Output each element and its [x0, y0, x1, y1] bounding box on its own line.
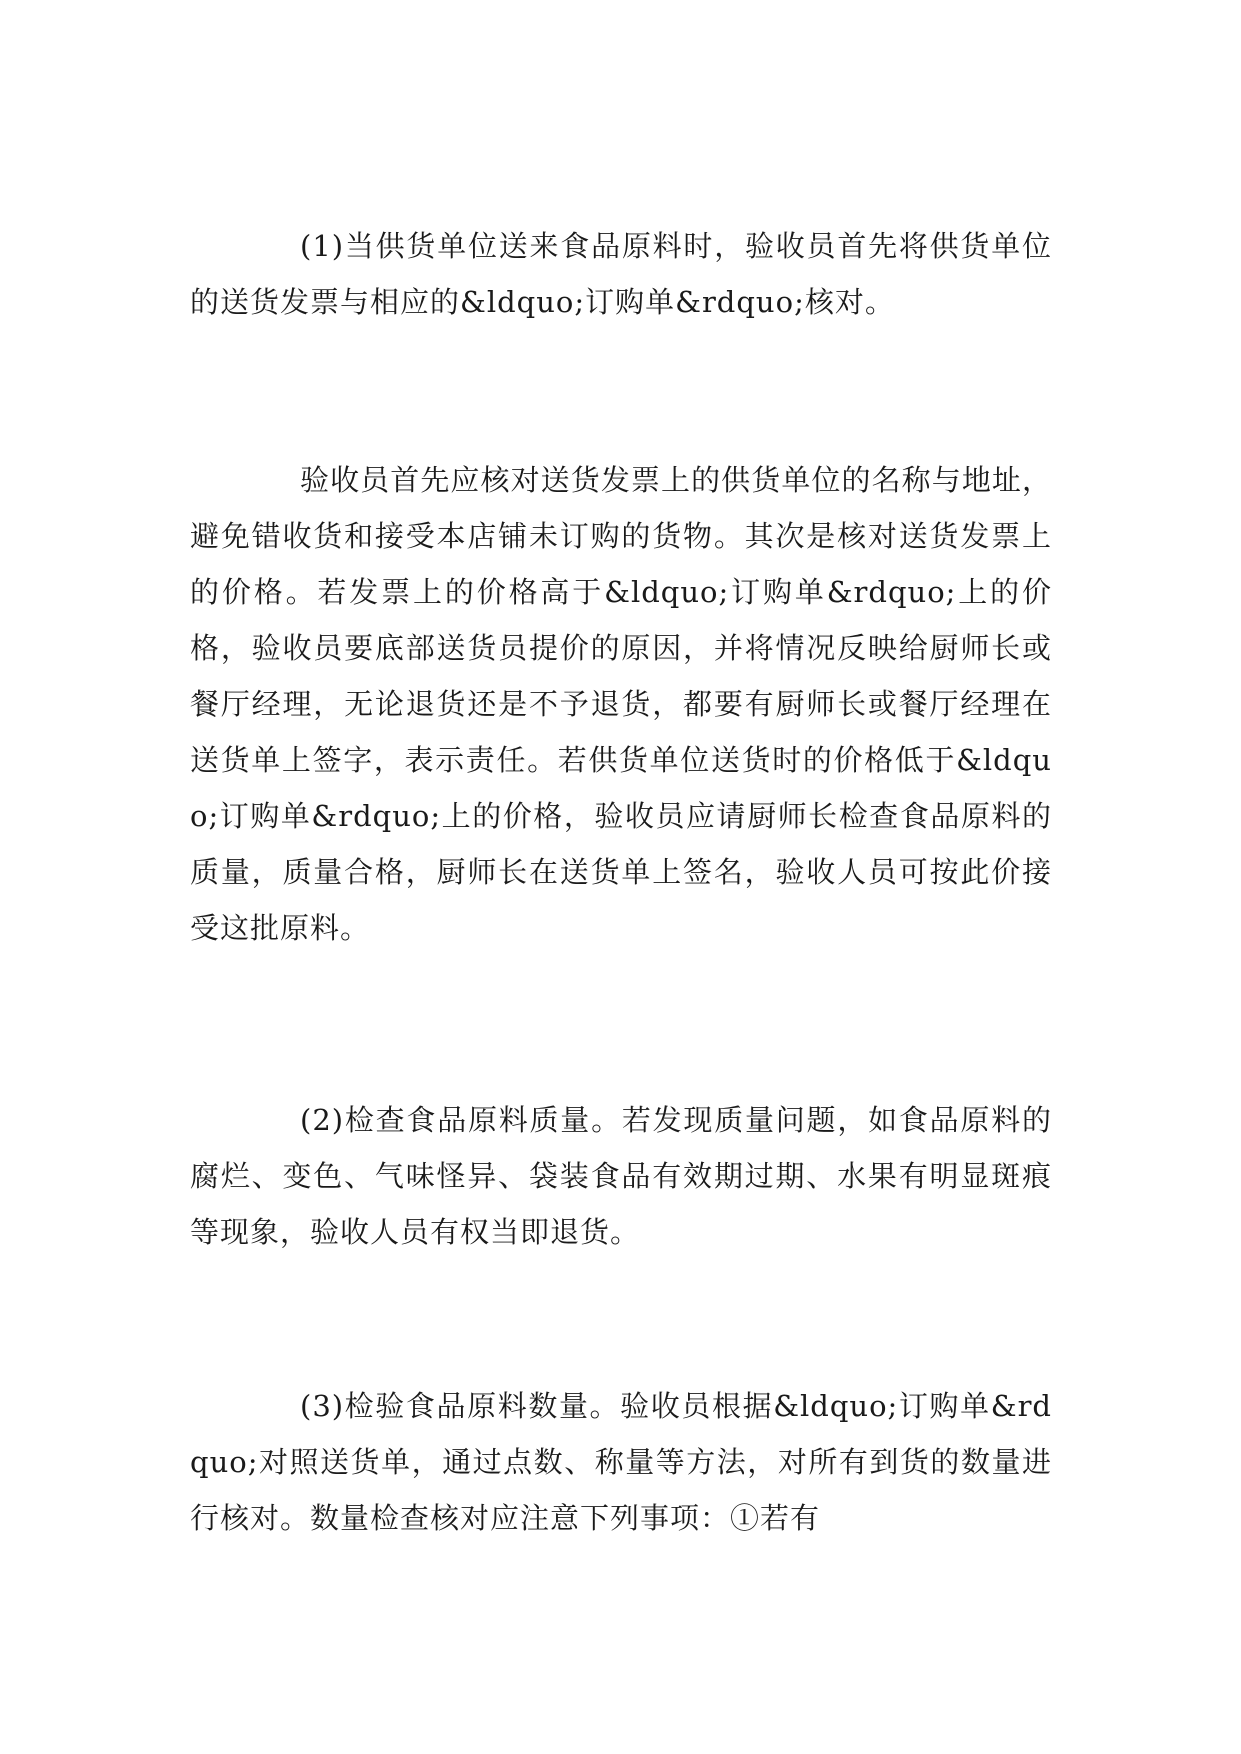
paragraph-4: (3)检验食品原料数量。验收员根据&ldquo;订购单&rdquo;对照送货单，通过点数、称量等方法，对所有到货的数量进行核对。数量检查核对应注意下列事项：①若有	[190, 1389, 1052, 1535]
paragraph-3: (2)检查食品原料质量。若发现质量问题，如食品原料的腐烂、变色、气味怪异、袋装食品有效期过期、水果有明显斑痕等现象，验收人员有权当即退货。	[190, 1103, 1052, 1249]
paragraph-2: 验收员首先应核对送货发票上的供货单位的名称与地址，避免错收货和接受本店铺未订购的货物。其次是核对送货发票上的价格。若发票上的价格高于&ldquo;订购单&rdquo;上的价格，验收员要底部送货员提价的原因，并将情况反映给厨师长或餐厅经理，无论退货还是不予退货，都要有厨师长或餐厅经理在送货单上签字，表示责任。若供货单位送货时的价格低于&ldquo;订购单&rdquo;上的价格，验收员应请厨师长检查食品原料的质量，质量合格，厨师长在送货单上签名，验收人员可按此价接受这批原料。	[190, 463, 1052, 945]
paragraph-1: (1)当供货单位送来食品原料时，验收员首先将供货单位的送货发票与相应的&ldquo;订购单&rdquo;核对。	[190, 229, 1052, 319]
